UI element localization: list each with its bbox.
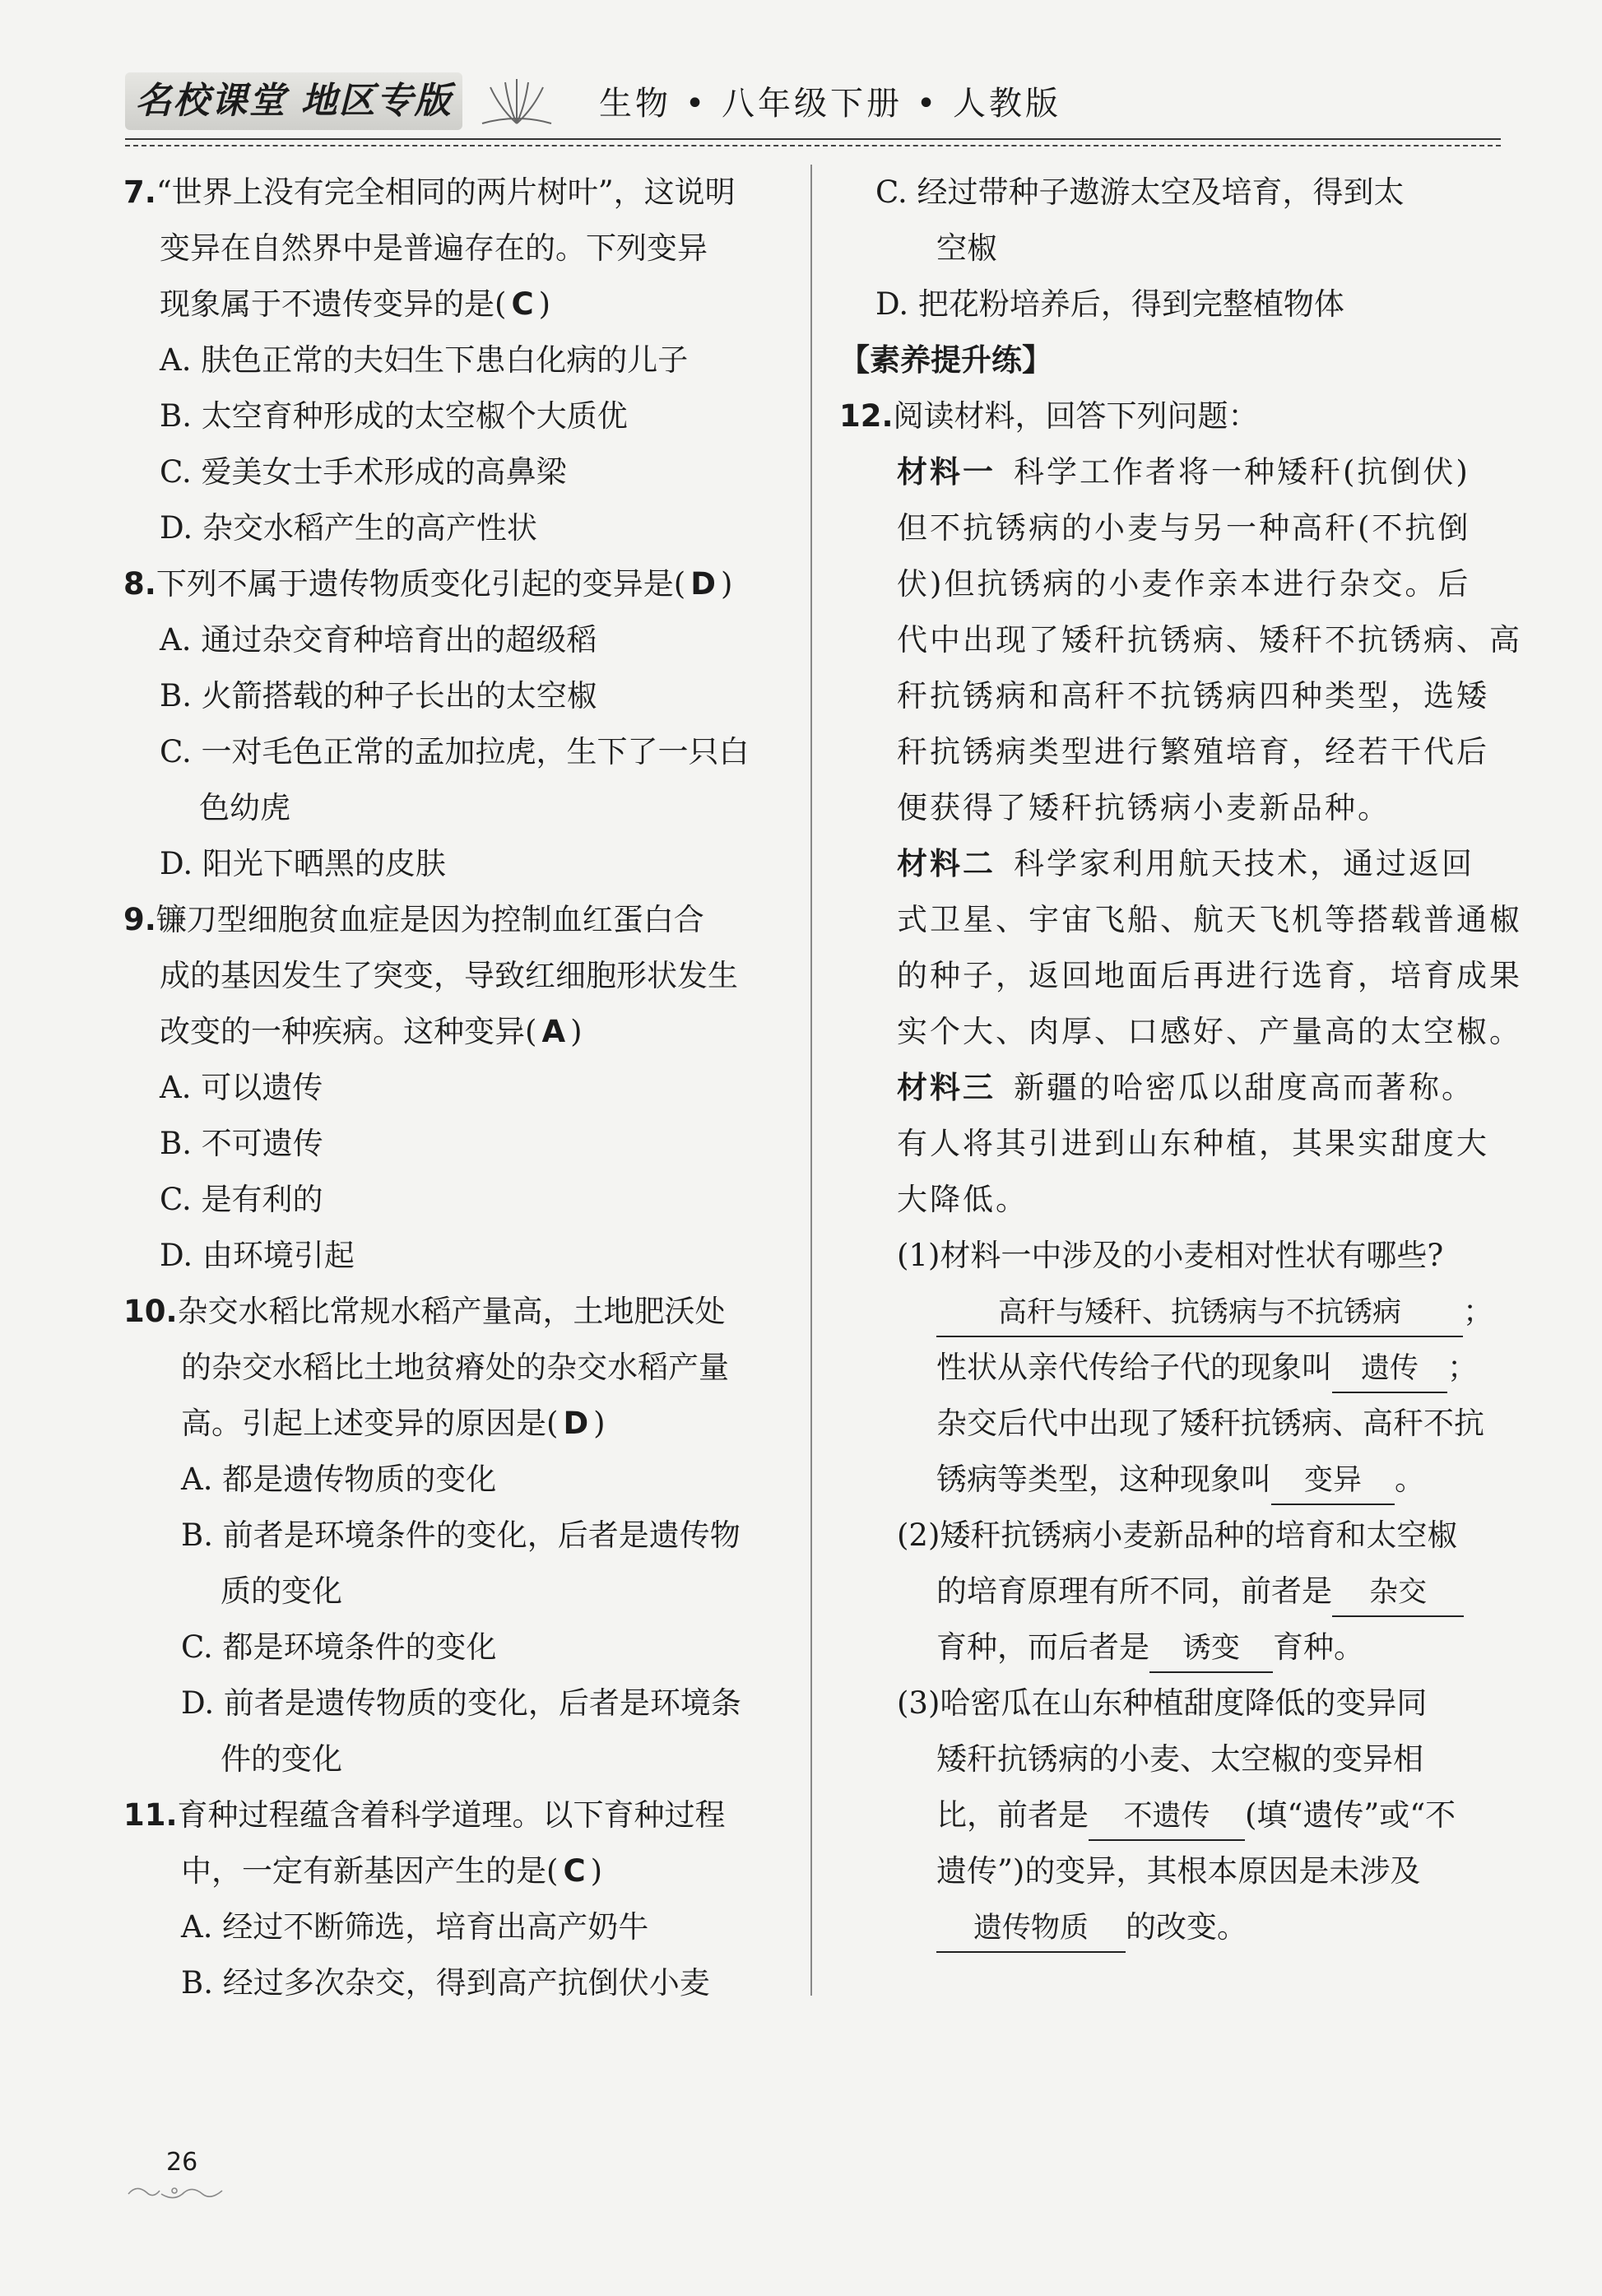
question-number: 11. bbox=[123, 1797, 178, 1833]
fill-blank: 遗传 bbox=[1332, 1346, 1447, 1393]
option-continuation: 件的变化 bbox=[221, 1741, 342, 1777]
question-9-line-3 bbox=[123, 1004, 782, 1060]
option: D. 阳光下晒黑的皮肤 bbox=[160, 846, 446, 881]
flower-ornament-icon bbox=[476, 76, 558, 128]
answer-choice: D bbox=[563, 1406, 589, 1441]
question-text: 改变的一种疾病。这种变异( bbox=[160, 1014, 537, 1049]
question-text: 锈病等类型，这种现象叫 bbox=[936, 1462, 1271, 1497]
question-text: (填“遗传”或“不 bbox=[1245, 1797, 1456, 1833]
option: D. 前者是遗传物质的变化，后者是环境条 bbox=[181, 1685, 741, 1721]
part-2-line bbox=[839, 1564, 1506, 1620]
question-number: 12. bbox=[839, 398, 894, 434]
material-1-line-1 bbox=[839, 444, 1506, 500]
question-text: 阅读材料，回答下列问题： bbox=[893, 398, 1259, 434]
part-1-question: (1)材料一中涉及的小麦相对性状有哪些? bbox=[897, 1238, 1444, 1273]
fill-blank: 诱变 bbox=[1149, 1625, 1273, 1673]
option: A. 都是遗传物质的变化 bbox=[181, 1462, 497, 1497]
part-3-line: 遗传”)的变异，其根本原因是未涉及 bbox=[936, 1853, 1421, 1889]
material-1-line: 秆抗锈病类型进行繁殖培育，经若干代后 bbox=[897, 734, 1489, 769]
fill-blank: 不遗传 bbox=[1089, 1793, 1245, 1841]
part-3-line bbox=[839, 1899, 1506, 1955]
question-text: 的改变。 bbox=[1126, 1909, 1247, 1945]
option: C. 经过带种子遨游太空及培育，得到太 bbox=[875, 174, 1405, 210]
question-8-line-1 bbox=[123, 556, 782, 612]
question-text: 现象属于不遗传变异的是( bbox=[160, 286, 507, 322]
option-continuation: 空椒 bbox=[936, 230, 997, 266]
series-brand: 名校课堂 地区专版 bbox=[125, 72, 462, 130]
option: A. 肤色正常的夫妇生下患白化病的儿子 bbox=[160, 342, 689, 378]
question-number: 9. bbox=[123, 902, 156, 937]
question-number: 7. bbox=[123, 174, 156, 210]
punctuation: 。 bbox=[1395, 1462, 1425, 1497]
page-number: 26 bbox=[166, 2148, 198, 2177]
question-text: 下列不属于遗传物质变化引起的变异是( bbox=[156, 566, 686, 602]
question-text: 的培育原理有所不同，前者是 bbox=[936, 1573, 1332, 1609]
question-7-line-2: 变异在自然界中是普遍存在的。下列变异 bbox=[160, 230, 708, 266]
material-1-line: 秆抗锈病和高秆不抗锈病四种类型，选矮 bbox=[897, 678, 1489, 713]
question-12-stem bbox=[839, 388, 1506, 444]
material-2-line: 的种子，返回地面后再进行选育，培育成果 bbox=[897, 958, 1522, 993]
option: D. 杂交水稻产生的高产性状 bbox=[160, 510, 537, 546]
bracket: ) bbox=[570, 1014, 583, 1049]
question-text: 高。引起上述变异的原因是( bbox=[181, 1406, 559, 1441]
header-dashed-rule bbox=[125, 145, 1501, 146]
answer-choice: C bbox=[511, 286, 534, 322]
question-text: 育种。 bbox=[1273, 1629, 1364, 1665]
material-label: 材料一 bbox=[897, 454, 996, 490]
option: D. 把花粉培养后，得到完整植物体 bbox=[875, 286, 1344, 322]
material-3-line: 大降低。 bbox=[897, 1182, 1029, 1217]
question-10-line-3 bbox=[123, 1396, 782, 1452]
question-number: 8. bbox=[123, 566, 156, 602]
question-number: 10. bbox=[123, 1294, 178, 1329]
part-2-line: (2)矮秆抗锈病小麦新品种的培育和太空椒 bbox=[897, 1517, 1458, 1553]
material-3-line: 有人将其引进到山东种植，其果实甜度大 bbox=[897, 1126, 1489, 1161]
right-column bbox=[839, 165, 1522, 1955]
material-2-line-1 bbox=[839, 836, 1506, 892]
material-1-line: 但不抗锈病的小麦与另一种高秆(不抗倒 bbox=[897, 510, 1471, 546]
bracket: ) bbox=[593, 1406, 606, 1441]
option: C. 都是环境条件的变化 bbox=[181, 1629, 497, 1665]
part-1-line bbox=[839, 1452, 1506, 1508]
material-1-line: 便获得了矮秆抗锈病小麦新品种。 bbox=[897, 790, 1391, 825]
option: B. 太空育种形成的太空椒个大质优 bbox=[160, 398, 628, 434]
answer-choice: D bbox=[690, 566, 716, 602]
section-title: 【素养提升练】 bbox=[839, 342, 1052, 378]
fill-blank: 变异 bbox=[1271, 1457, 1395, 1505]
question-text: 性状从亲代传给子代的现象叫 bbox=[936, 1350, 1332, 1385]
option: A. 通过杂交育种培育出的超级稻 bbox=[160, 622, 597, 658]
left-column bbox=[123, 165, 782, 2011]
option: B. 经过多次杂交，得到高产抗倒伏小麦 bbox=[181, 1965, 710, 2001]
option: D. 由环境引起 bbox=[160, 1238, 355, 1273]
material-2-line: 式卫星、宇宙飞船、航天飞机等搭载普通椒 bbox=[897, 902, 1522, 937]
bracket: ) bbox=[590, 1853, 603, 1889]
bracket: ) bbox=[538, 286, 551, 322]
option: A. 经过不断筛选，培育出高产奶牛 bbox=[181, 1909, 649, 1945]
material-label: 材料二 bbox=[897, 846, 996, 881]
bracket: ) bbox=[720, 566, 733, 602]
option: C. 爱美女士手术形成的高鼻梁 bbox=[160, 454, 567, 490]
question-text: 镰刀型细胞贫血症是因为控制血红蛋白合 bbox=[156, 902, 704, 937]
material-text: 科学家利用航天技术，通过返回 bbox=[1014, 846, 1474, 881]
column-divider bbox=[810, 165, 812, 1996]
option: C. 是有利的 bbox=[160, 1182, 323, 1217]
part-3-line bbox=[839, 1787, 1506, 1843]
question-11-line-2 bbox=[123, 1843, 782, 1899]
material-label: 材料三 bbox=[897, 1070, 996, 1105]
answer-choice: C bbox=[563, 1853, 586, 1889]
question-text: 中，一定有新基因产生的是( bbox=[181, 1853, 559, 1889]
header-rule bbox=[125, 138, 1501, 140]
fill-blank: 杂交 bbox=[1332, 1569, 1464, 1617]
material-text: 科学工作者将一种矮秆(抗倒伏) bbox=[1014, 454, 1470, 490]
question-text: 杂交水稻比常规水稻产量高，土地肥沃处 bbox=[177, 1294, 726, 1329]
option: B. 前者是环境条件的变化，后者是遗传物 bbox=[181, 1517, 741, 1553]
part-1-answer-line bbox=[839, 1284, 1506, 1340]
fill-blank: 遗传物质 bbox=[936, 1905, 1126, 1953]
subject-title: 生物 • 八年级下册 • 人教版 bbox=[599, 85, 1062, 123]
answer-choice: A bbox=[541, 1014, 566, 1049]
question-9-line-2: 成的基因发生了突变，导致红细胞形状发生 bbox=[160, 958, 738, 993]
material-1-line: 伏)但抗锈病的小麦作亲本进行杂交。后 bbox=[897, 566, 1471, 602]
material-2-line: 实个大、肉厚、口感好、产量高的太空椒。 bbox=[897, 1014, 1522, 1049]
option: C. 一对毛色正常的孟加拉虎，生下了一只白 bbox=[160, 734, 750, 769]
part-3-line: (3)哈密瓜在山东种植甜度降低的变异同 bbox=[897, 1685, 1428, 1721]
option: B. 不可遗传 bbox=[160, 1126, 323, 1161]
question-text: 育种过程蕴含着科学道理。以下育种过程 bbox=[177, 1797, 726, 1833]
question-text: 育种，而后者是 bbox=[936, 1629, 1149, 1665]
part-3-line: 矮秆抗锈病的小麦、太空椒的变异相 bbox=[936, 1741, 1423, 1777]
material-1-line: 代中出现了矮秆抗锈病、矮秆不抗锈病、高 bbox=[897, 622, 1522, 658]
question-7-line-3 bbox=[123, 277, 782, 332]
scroll-ornament-icon bbox=[125, 2181, 232, 2205]
question-text: 比，前者是 bbox=[936, 1797, 1089, 1833]
question-10-line-1 bbox=[123, 1284, 782, 1340]
part-2-line bbox=[839, 1620, 1506, 1676]
question-11-line-1 bbox=[123, 1787, 782, 1843]
question-10-line-2: 的杂交水稻比土地贫瘠处的杂交水稻产量 bbox=[181, 1350, 729, 1385]
question-7-line-1 bbox=[123, 165, 782, 221]
option: A. 可以遗传 bbox=[160, 1070, 323, 1105]
punctuation: ； bbox=[1447, 1350, 1478, 1385]
punctuation: ； bbox=[1463, 1294, 1493, 1329]
material-3-line-1 bbox=[839, 1060, 1506, 1116]
fill-blank: 高秆与矮秆、抗锈病与不抗锈病 bbox=[936, 1290, 1463, 1337]
question-9-line-1 bbox=[123, 892, 782, 948]
part-1-line: 杂交后代中出现了矮秆抗锈病、高秆不抗 bbox=[936, 1406, 1484, 1441]
material-text: 新疆的哈密瓜以甜度高而著称。 bbox=[1014, 1070, 1474, 1105]
option-continuation: 质的变化 bbox=[221, 1573, 342, 1609]
option: B. 火箭搭载的种子长出的太空椒 bbox=[160, 678, 597, 713]
option-continuation: 色幼虎 bbox=[199, 790, 290, 825]
question-text: “世界上没有完全相同的两片树叶”，这说明 bbox=[156, 174, 736, 210]
part-1-line bbox=[839, 1340, 1506, 1396]
